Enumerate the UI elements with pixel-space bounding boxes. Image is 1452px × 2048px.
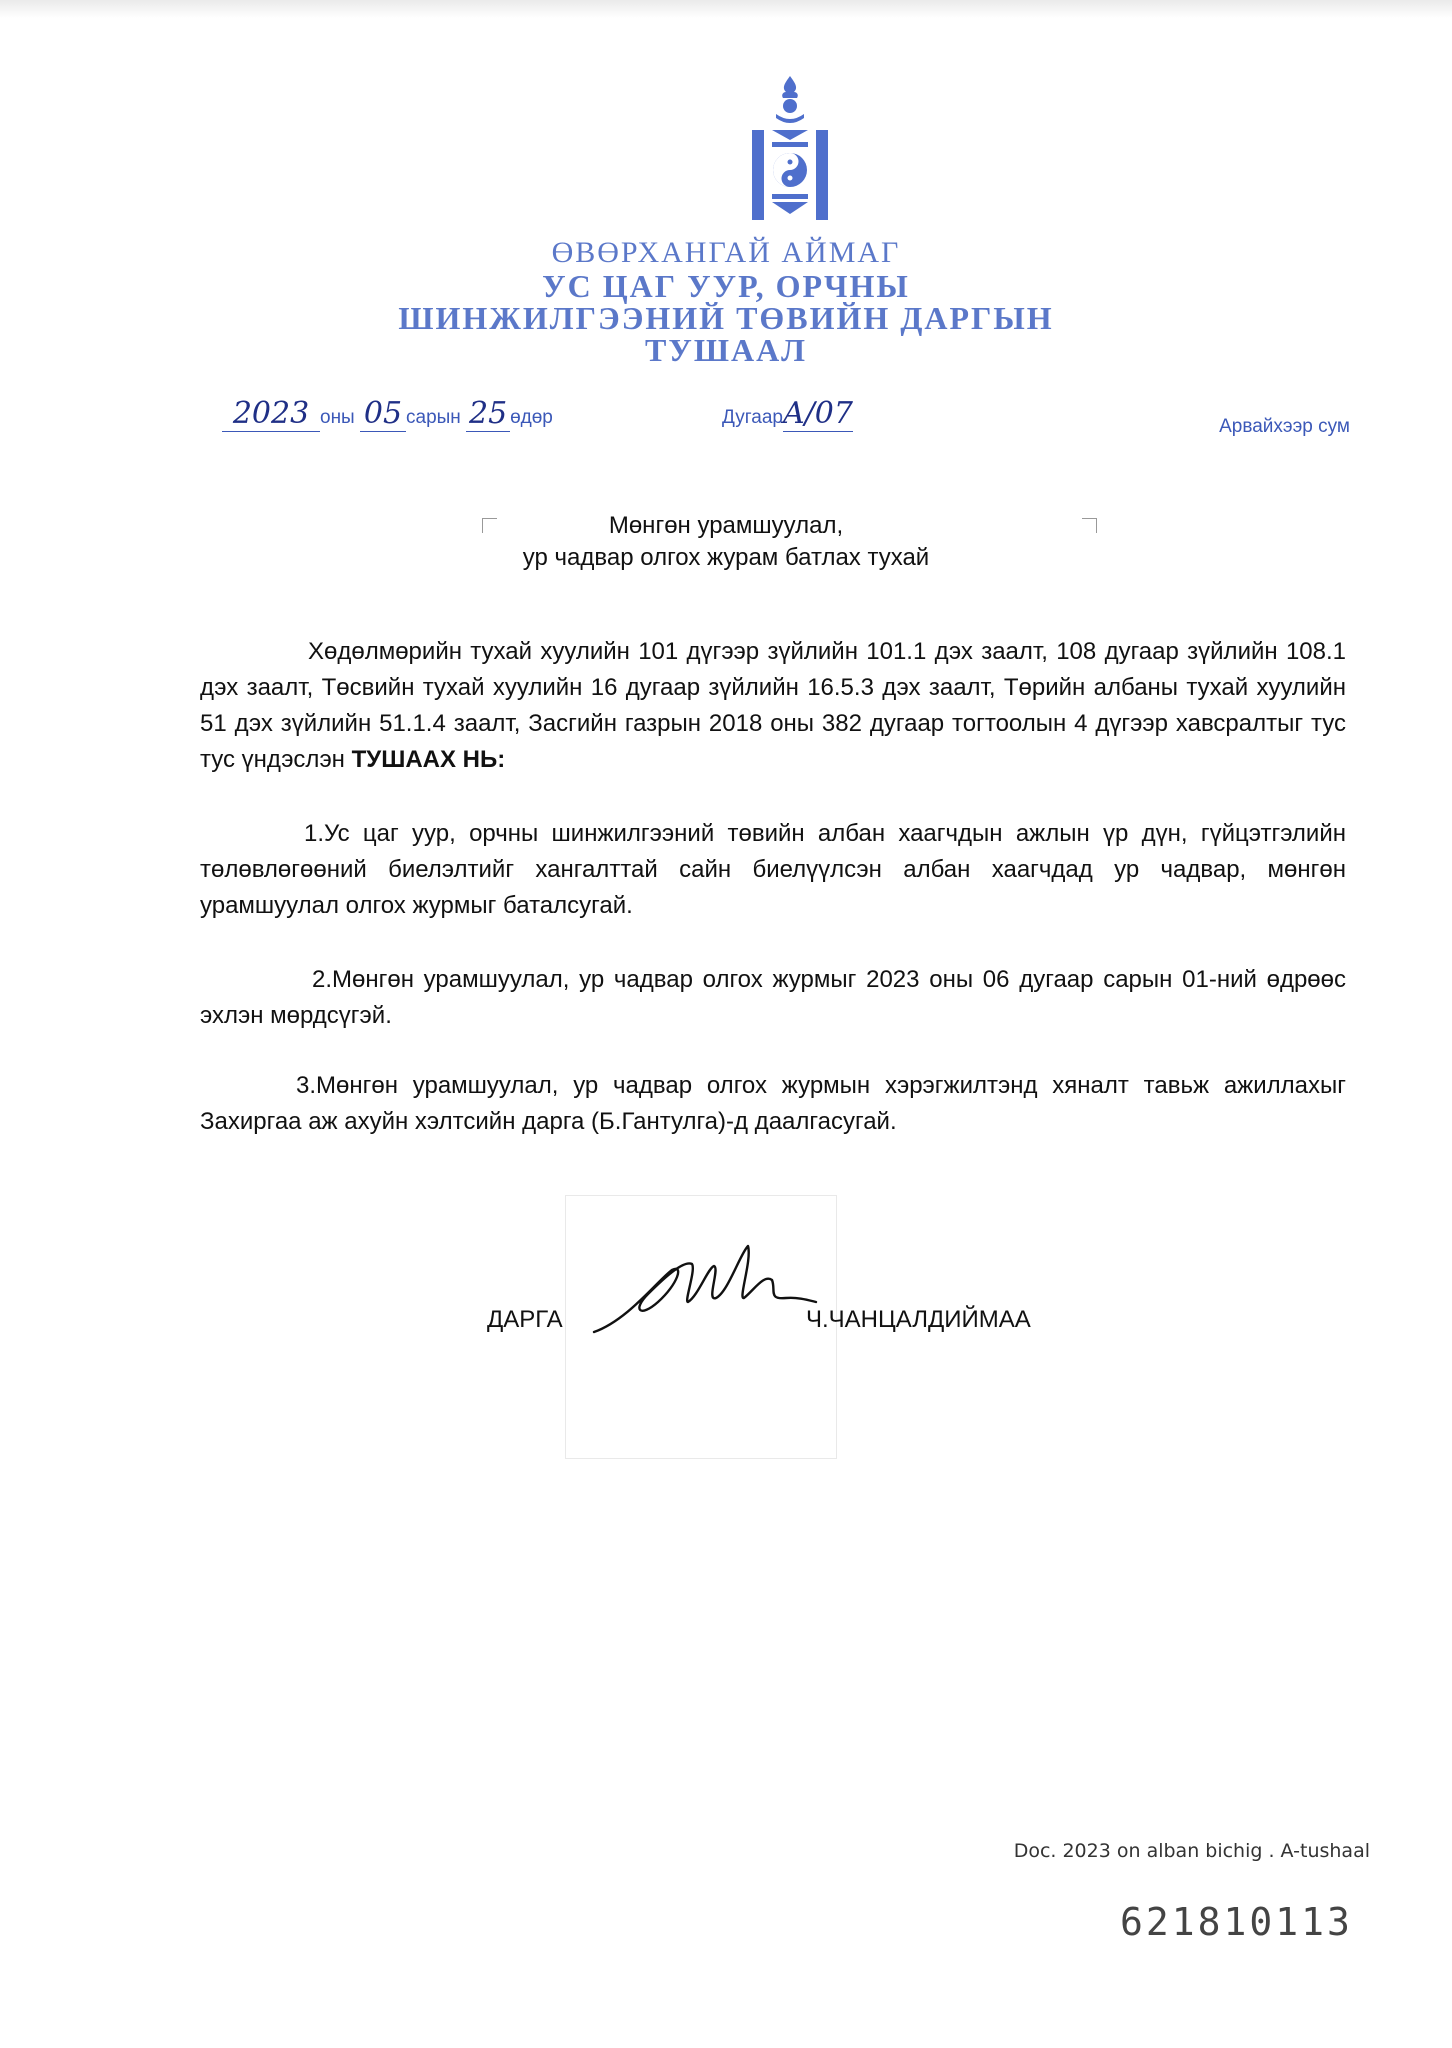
signatory-name: Ч.ЧАНЦАЛДИЙМАА xyxy=(806,1306,1031,1333)
document-type: ТУШААЛ xyxy=(644,332,808,368)
intro-paragraph xyxy=(200,634,1346,778)
order-heading: ТУШААХ НЬ: xyxy=(351,746,506,773)
date-year: 2023 xyxy=(222,396,320,432)
year-label: оны xyxy=(320,407,355,428)
month-label: сарын xyxy=(406,407,461,428)
handwritten-signature xyxy=(588,1240,818,1340)
order-item-1-text: 1.Ус цаг уур, орчны шинжилгээний төвийн албан хаагчдын ажлын үр дүн, гүйцэтгэлийн төлөвлөгөөний биелэлтийг хангалттай сайн биелүүлсэн албан хаагчдад ур чадвар, мөнгөн урамшуулал олгох журмыг баталсугай. xyxy=(200,820,1346,919)
order-item-1 xyxy=(200,816,1346,924)
scan-edge xyxy=(0,0,1452,18)
signatory-title: ДАРГА xyxy=(487,1306,563,1333)
date-line xyxy=(222,396,582,432)
date-month: 05 xyxy=(360,396,406,432)
date-day: 25 xyxy=(466,396,510,432)
number-value: A/07 xyxy=(783,396,853,431)
subject-line2: ур чадвар олгох журам батлах тухай xyxy=(522,544,930,571)
order-item-3-text: 3.Мөнгөн урамшуулал, ур чадвар олгох журмын хэрэгжилтэнд хяналт тавьж ажиллахыг Захиргаа аж ахуйн хэлтсийн дарга (Б.Гантулга)-д даалгасугай. xyxy=(200,1072,1346,1135)
serial-number: 621810113 xyxy=(1120,1900,1353,1944)
document-reference-note: Doc. 2023 on alban bichig . A-tushaal xyxy=(1013,1840,1370,1862)
soyombo-emblem-icon xyxy=(750,74,830,224)
order-item-3 xyxy=(200,1068,1346,1140)
place: Арвайхээр сум xyxy=(1219,416,1350,437)
order-item-2-text: 2.Мөнгөн урамшуулал, ур чадвар олгох журмыг 2023 оны 06 дугаар сарын 01-ний өдрөөс эхлэн мөрдсүгэй. xyxy=(200,966,1346,1029)
order-item-2 xyxy=(200,962,1346,1034)
org-region: ӨВӨРХАНГАЙ АЙМАГ xyxy=(551,236,901,269)
org-name-line2: ШИНЖИЛГЭЭНИЙ ТӨВИЙН ДАРГЫН xyxy=(398,300,1054,336)
subject-line1: Мөнгөн урамшуулал, xyxy=(608,512,844,539)
order-number xyxy=(722,396,853,432)
intro-text: Хөдөлмөрийн тухай хуулийн 101 дүгээр зүйлийн 101.1 дэх заалт, 108 дугаар зүйлийн 108.1 дэх заалт, Төсвийн тухай хуулийн 16 дугаар зүйлийн 16.5.3 дэх заалт, Төрийн албаны тухай хуулийн 51 дэх зүйлийн 51.1.4 заалт, Засгийн газрын 2018 оны 382 дугаар тогтоолын 4 дүгээр хавсралтыг тус тус үндэслэн xyxy=(200,638,1346,773)
org-name-line1: УС ЦАГ УУР, ОРЧНЫ xyxy=(542,268,910,304)
day-label: өдөр xyxy=(510,407,553,428)
number-label: Дугаар xyxy=(722,407,783,428)
